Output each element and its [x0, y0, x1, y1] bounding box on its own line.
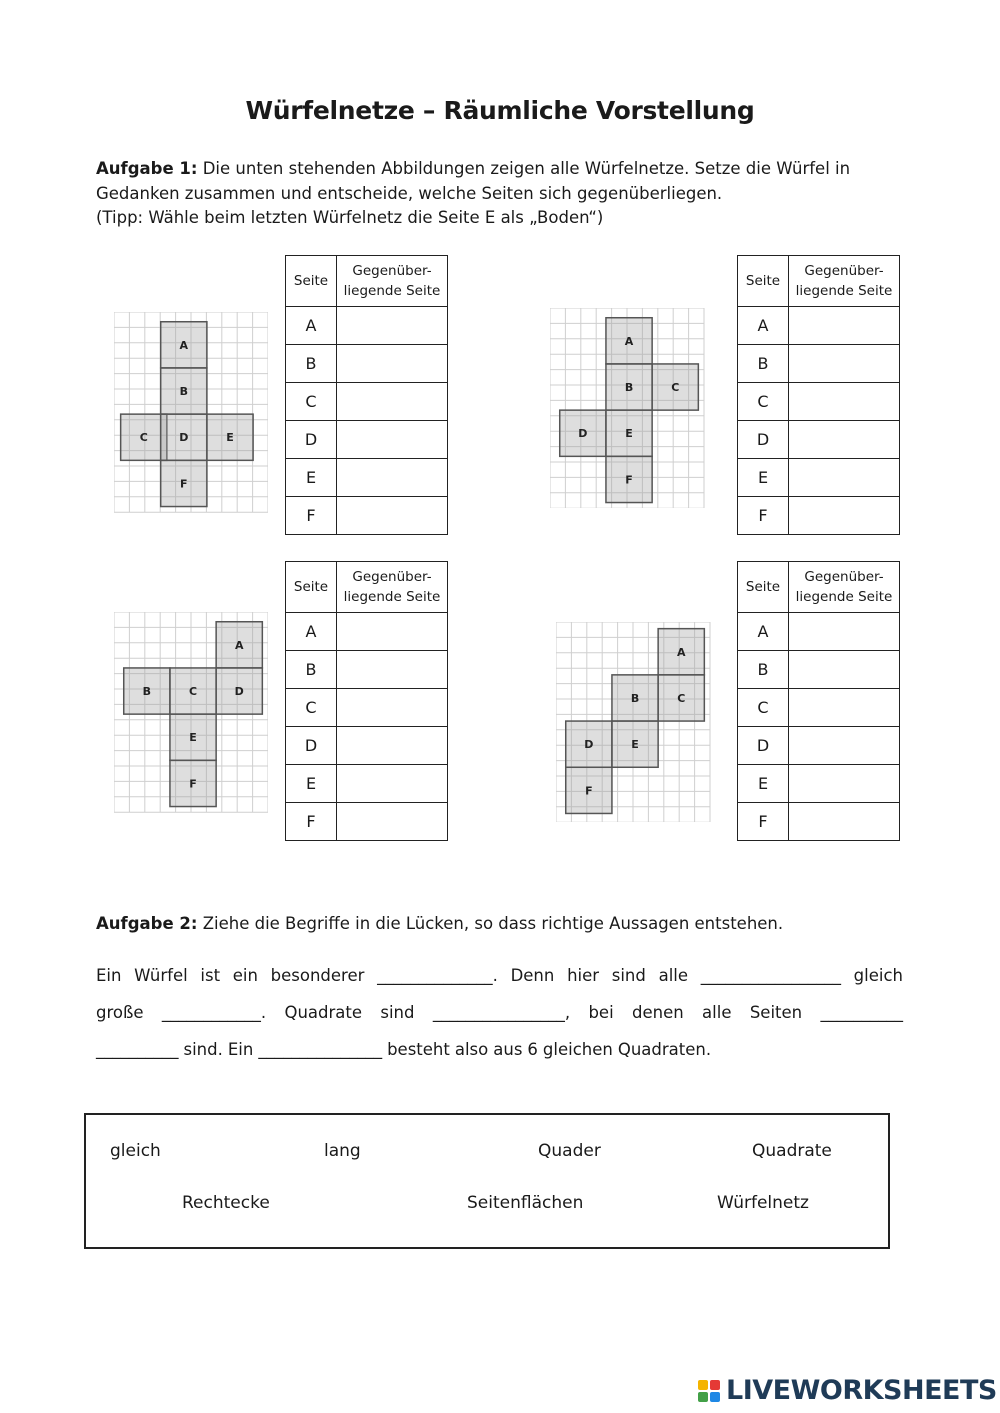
face-label: B: [286, 345, 337, 383]
cloze-word: aus: [493, 1040, 523, 1059]
cloze-word: 6: [527, 1040, 538, 1059]
task1-label: Aufgabe 1:: [96, 159, 198, 178]
face-label: F: [286, 803, 337, 841]
net-face-label: D: [179, 431, 189, 445]
header-seite: Seite: [738, 256, 789, 307]
net-face-label: D: [584, 738, 594, 752]
word-bank: [84, 1113, 890, 1249]
net-face-label: A: [234, 638, 244, 652]
cube-net-3: [114, 612, 268, 816]
cloze-word: hier: [567, 966, 600, 985]
cloze-line-1: [96, 960, 903, 997]
face-label: A: [738, 307, 789, 345]
face-label: B: [738, 651, 789, 689]
header-opposite: Gegenüber- liegende Seite: [789, 562, 900, 613]
word-chip-seitenflaechen[interactable]: Seitenflächen: [467, 1193, 584, 1213]
logo-block: [710, 1392, 720, 1402]
net-face-label: C: [677, 691, 686, 705]
cloze-gap[interactable]: ______________.: [377, 966, 498, 985]
answer-field[interactable]: [337, 727, 448, 765]
cloze-word: Denn: [510, 966, 555, 985]
cloze-word: Quadraten.: [617, 1040, 712, 1059]
answer-field[interactable]: [789, 803, 900, 841]
cloze-gap[interactable]: ____________.: [161, 1003, 267, 1022]
cloze-word: sind.: [183, 1040, 223, 1059]
cube-net-2-diagram: [550, 308, 708, 508]
face-label: F: [286, 497, 337, 535]
cloze-word: Würfel: [134, 966, 188, 985]
logo-text: LIVEWORKSHEETS: [726, 1375, 997, 1406]
face-label: E: [738, 765, 789, 803]
net-face-label: F: [625, 473, 633, 487]
cloze-word: gleichen: [542, 1040, 613, 1059]
net-face-label: C: [189, 685, 198, 699]
cube-net-2: [550, 308, 708, 508]
cloze-word: denen: [632, 1003, 684, 1022]
answer-field[interactable]: [789, 651, 900, 689]
header-opposite: Gegenüber- liegende Seite: [337, 562, 448, 613]
word-chip-lang[interactable]: lang: [324, 1141, 361, 1161]
answer-field[interactable]: [337, 421, 448, 459]
net-face-label: B: [630, 691, 640, 705]
face-label: B: [286, 651, 337, 689]
logo-block: [710, 1380, 720, 1390]
cloze-word: Ein: [227, 1040, 254, 1059]
cloze-word: große: [96, 1003, 144, 1022]
header-opposite: Gegenüber- liegende Seite: [337, 256, 448, 307]
cube-net-1-diagram: [114, 312, 268, 516]
net-face-label: E: [625, 427, 633, 441]
net-face-label: B: [179, 385, 188, 399]
task1-tip: (Tipp: Wähle beim letzten Würfelnetz die Seite E als „Boden“): [96, 208, 604, 227]
answer-field[interactable]: [789, 613, 900, 651]
answer-field[interactable]: [337, 383, 448, 421]
task2-instructions: [96, 914, 896, 933]
cube-net-4-diagram: [556, 622, 716, 822]
face-label: D: [286, 421, 337, 459]
cloze-gap[interactable]: _________________: [700, 966, 841, 985]
answer-table-1: [285, 255, 448, 535]
cloze-word: gleich: [853, 966, 903, 985]
net-face-label: B: [624, 381, 634, 395]
cloze-word: besteht: [387, 1040, 450, 1059]
cube-net-3-diagram: [114, 612, 268, 816]
cloze-word: also: [454, 1040, 489, 1059]
net-face-label: A: [676, 645, 686, 659]
answer-field[interactable]: [789, 689, 900, 727]
header-opposite: Gegenüber- liegende Seite: [789, 256, 900, 307]
face-label: D: [738, 421, 789, 459]
face-label: D: [738, 727, 789, 765]
cloze-line-2: [96, 997, 903, 1034]
answer-field[interactable]: [337, 803, 448, 841]
header-seite: Seite: [738, 562, 789, 613]
logo-block: [698, 1380, 708, 1390]
answer-field[interactable]: [337, 459, 448, 497]
cloze-word: sind: [611, 966, 646, 985]
cloze-word: sind: [380, 1003, 415, 1022]
answer-field[interactable]: [789, 497, 900, 535]
answer-field[interactable]: [337, 307, 448, 345]
task1-text: Die unten stehenden Abbildungen zeigen alle Würfelnetze. Setze die Würfel in Gedanken zusammen und entscheide, welche Seiten sich gegenüberliegen.: [96, 159, 851, 203]
answer-field[interactable]: [789, 459, 900, 497]
net-face-label: D: [578, 427, 588, 441]
net-face-label: F: [189, 777, 197, 791]
cloze-word: Seiten: [749, 1003, 803, 1022]
answer-field[interactable]: [789, 421, 900, 459]
answer-field[interactable]: [789, 383, 900, 421]
face-label: B: [738, 345, 789, 383]
face-label: C: [738, 383, 789, 421]
answer-field[interactable]: [337, 345, 448, 383]
liveworksheets-logo: [698, 1375, 997, 1406]
net-face-label: B: [142, 685, 152, 699]
answer-field[interactable]: [337, 689, 448, 727]
cloze-word: ist: [200, 966, 221, 985]
net-face-label: A: [179, 338, 189, 352]
cloze-text: [96, 960, 903, 1071]
cloze-word: Quadrate: [284, 1003, 363, 1022]
face-label: E: [738, 459, 789, 497]
answer-field[interactable]: [337, 613, 448, 651]
word-chip-quadrate[interactable]: Quadrate: [752, 1141, 832, 1161]
face-label: F: [738, 803, 789, 841]
cube-net-4: [556, 622, 716, 822]
answer-table-4: [737, 561, 900, 841]
cloze-gap[interactable]: _______________: [258, 1040, 383, 1059]
cloze-word: besonderer: [270, 966, 365, 985]
cloze-word: bei: [588, 1003, 614, 1022]
cloze-word: Ein: [96, 966, 122, 985]
face-label: C: [286, 383, 337, 421]
net-face-label: E: [631, 738, 639, 752]
answer-field[interactable]: [789, 765, 900, 803]
cloze-line-3: [96, 1034, 903, 1071]
header-seite: Seite: [286, 256, 337, 307]
face-label: C: [738, 689, 789, 727]
net-face-label: E: [189, 731, 197, 745]
face-label: E: [286, 459, 337, 497]
net-face-label: C: [671, 381, 680, 395]
cloze-gap[interactable]: ________________,: [432, 1003, 571, 1022]
cloze-word: ein: [232, 966, 258, 985]
net-face-label: F: [585, 784, 593, 798]
net-face-label: D: [234, 685, 244, 699]
page-title: Würfelnetze – Räumliche Vorstellung: [245, 96, 755, 125]
answer-field[interactable]: [789, 727, 900, 765]
answer-field[interactable]: [789, 345, 900, 383]
answer-field[interactable]: [337, 651, 448, 689]
answer-field[interactable]: [337, 497, 448, 535]
face-label: F: [738, 497, 789, 535]
task2-label: Aufgabe 2:: [96, 914, 198, 933]
task2-text: Ziehe die Begriffe in die Lücken, so dass richtige Aussagen entstehen.: [197, 914, 784, 933]
face-label: E: [286, 765, 337, 803]
face-label: A: [286, 613, 337, 651]
face-label: C: [286, 689, 337, 727]
net-face-label: F: [180, 477, 188, 491]
word-chip-gleich[interactable]: gleich: [110, 1141, 161, 1161]
answer-field[interactable]: [337, 765, 448, 803]
cube-net-1: [114, 312, 268, 516]
word-chip-quader[interactable]: Quader: [538, 1141, 601, 1161]
net-face-label: C: [139, 431, 148, 445]
task1-instructions: [96, 157, 876, 231]
cloze-gap[interactable]: __________: [820, 1003, 903, 1022]
logo-block: [698, 1392, 708, 1402]
cloze-gap[interactable]: __________: [96, 1040, 179, 1059]
word-chip-wuerfelnetz[interactable]: Würfelnetz: [717, 1193, 809, 1213]
cloze-word: alle: [658, 966, 689, 985]
header-seite: Seite: [286, 562, 337, 613]
face-label: A: [738, 613, 789, 651]
face-label: D: [286, 727, 337, 765]
word-chip-rechtecke[interactable]: Rechtecke: [182, 1193, 270, 1213]
answer-table-3: [285, 561, 448, 841]
net-face-label: A: [624, 334, 634, 348]
answer-field[interactable]: [789, 307, 900, 345]
cloze-word: alle: [702, 1003, 732, 1022]
face-label: A: [286, 307, 337, 345]
answer-table-2: [737, 255, 900, 535]
net-face-label: E: [226, 431, 234, 445]
logo-blocks-icon: [698, 1380, 720, 1402]
